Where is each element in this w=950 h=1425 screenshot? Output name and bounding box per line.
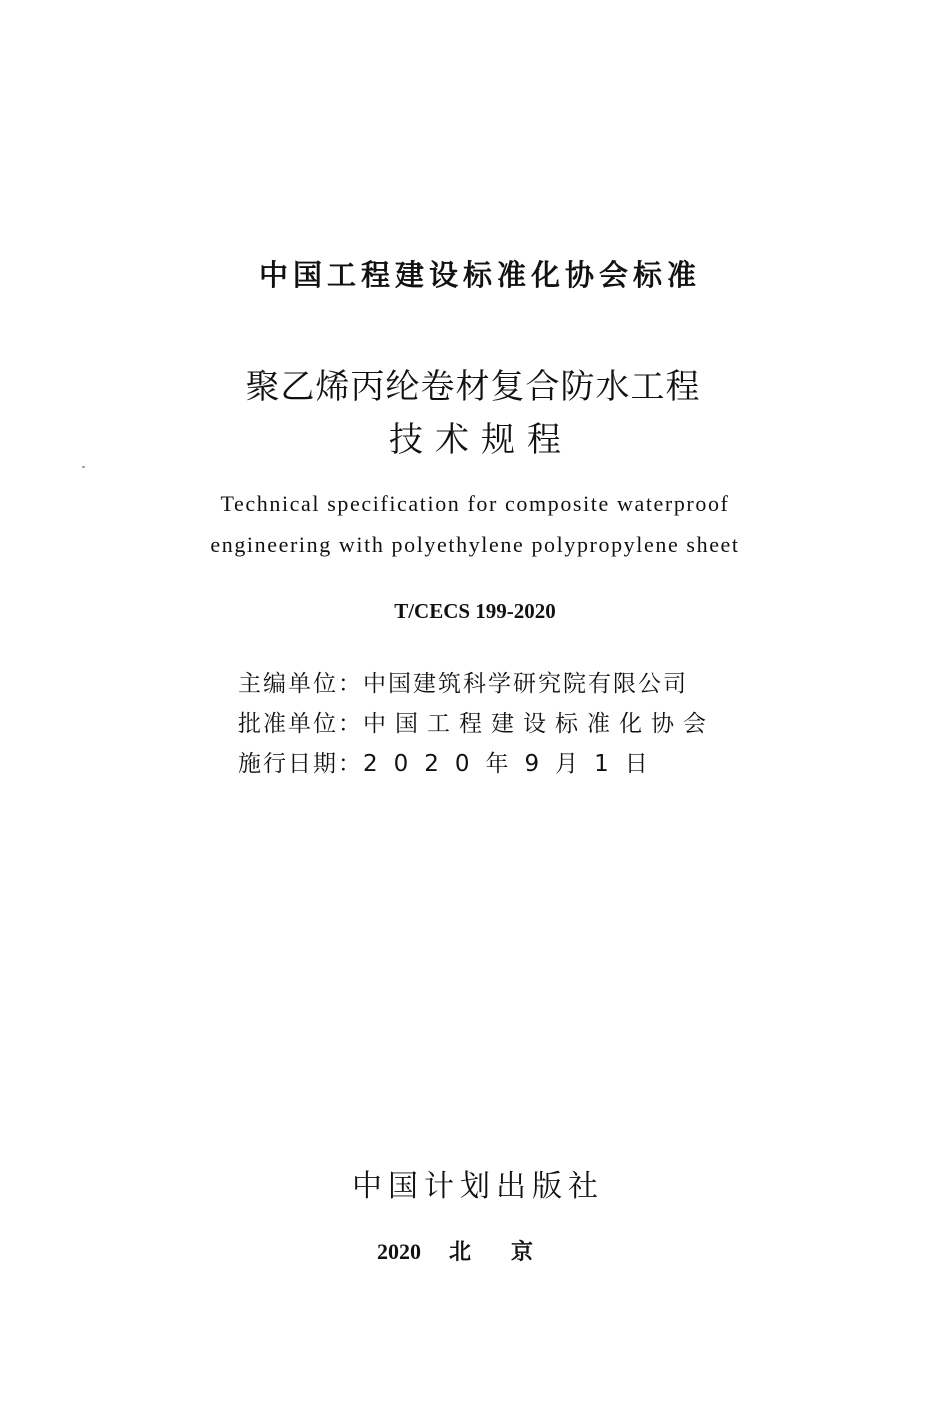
chief-editor-row [238,665,708,698]
scan-speck [82,466,85,468]
approver-value: 中国工程建设标准化协会 [363,711,715,737]
english-title-line-1: Technical specification for composite waterproof [220,491,730,516]
standard-series-heading: 中国工程建设标准化协会标准 [258,258,701,292]
chinese-title-line-1: 聚乙烯丙纶卷材复合防水工程 [245,367,701,407]
approver-row [238,705,715,738]
publication-city: 北京 [448,1239,573,1264]
approver-label: 批准单位： [238,711,363,737]
english-title-line-2: engineering with polyethylene polypropylene sheet [210,532,740,557]
effective-date-row [238,745,708,778]
chinese-title-line-2: 技术规程 [389,420,573,460]
effective-date-value: 2020年9月1日 [363,751,664,777]
effective-date-label: 施行日期： [238,751,363,777]
chief-editor-label: 主编单位： [238,671,363,697]
publisher-name: 中国计划出版社 [352,1169,604,1204]
publication-line [0,1235,950,1266]
publication-year: 2020 [376,1239,421,1264]
standard-code: T/CECS 199-2020 [394,599,556,623]
chief-editor-value: 中国建筑科学研究院有限公司 [363,671,688,697]
